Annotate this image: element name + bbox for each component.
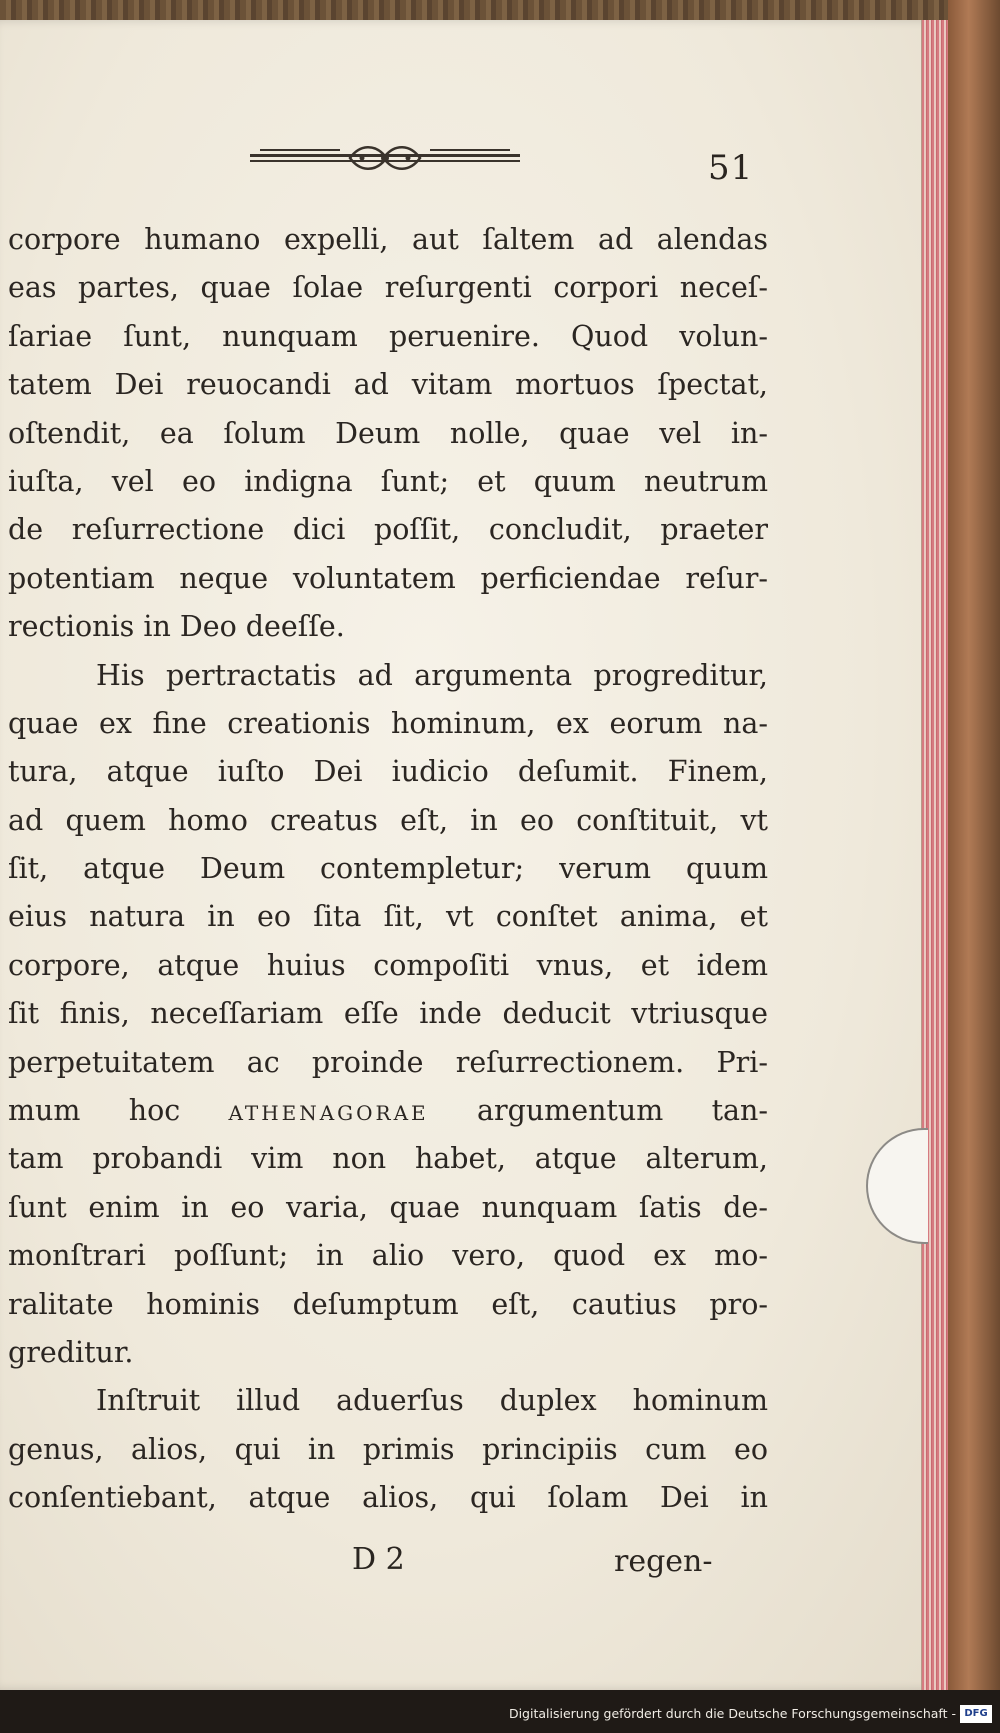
dfg-logo-icon: DFG (960, 1705, 992, 1723)
text-line: rectionis in Deo deeſſe. (8, 610, 345, 644)
author-name-smallcaps: athenagorae (228, 1094, 429, 1128)
text-line: tam probandi vim non habet, atque alterum, (8, 1142, 768, 1176)
text-line: eas partes, quae ſolae reſurgenti corpori neceſ- (8, 271, 768, 305)
text-line: His pertractatis ad argumenta progreditur, (96, 658, 768, 692)
body-text (8, 216, 768, 1523)
text-line: oſtendit, ea ſolum Deum nolle, quae vel in- (8, 416, 768, 450)
text-line: monſtrari poſſunt; in alio vero, quod ex mo- (8, 1239, 768, 1273)
text-line: ſariae ſunt, nunquam peruenire. Quod volun- (8, 319, 768, 353)
text-line: iuſta, vel eo indigna ſunt; et quum neutrum (8, 464, 768, 498)
text-line: genus, alios, qui in primis principiis cum eo (8, 1432, 768, 1466)
text-line: quae ex fine creationis hominum, ex eorum na- (8, 706, 768, 740)
ornament-rule-icon (250, 140, 520, 176)
page-sheet (0, 20, 948, 1690)
text-line: potentiam neque voluntatem perficiendae reſur- (8, 561, 768, 595)
text-line: perpetuitatem ac proinde reſurrectionem. Pri- (8, 1045, 768, 1079)
text-line: greditur. (8, 1335, 134, 1369)
text-line: ſit finis, neceſſariam eſſe inde deducit vtriusque (8, 997, 768, 1031)
text-line: corpore humano expelli, aut ſaltem ad alendas (8, 223, 768, 256)
page-number: 51 (708, 148, 754, 188)
book-top-edge (0, 0, 1000, 20)
text-segment: mum hoc (8, 1094, 229, 1128)
signature-mark: D 2 (352, 1542, 405, 1577)
text-line-smallcaps (8, 1087, 768, 1135)
page-footer (0, 1538, 900, 1588)
text-line: conſentiebant, atque alios, qui ſolam Dei in (8, 1481, 768, 1515)
page-edge-red (921, 20, 948, 1690)
page-header (0, 130, 900, 190)
digitization-credit: Digitalisierung gefördert durch die Deutsche Forschungsgemeinschaft - (508, 1706, 956, 1721)
text-line: Inſtruit illud aduerſus duplex hominum (96, 1384, 768, 1418)
text-line: corpore, atque huius compoſiti vnus, et idem (8, 948, 768, 982)
text-line: ad quem homo creatus eſt, in eo conſtituit, vt (8, 803, 768, 837)
text-line: de reſurrectione dici poſſit, concludit, praeter (8, 513, 768, 547)
text-line: eius natura in eo ſita ſit, vt conſtet anima, et (8, 900, 768, 934)
page-tab-marker (866, 1128, 928, 1244)
text-line: ſunt enim in eo varia, quae nunquam ſatis de- (8, 1190, 768, 1224)
book-binding (948, 0, 1000, 1700)
text-line: tatem Dei reuocandi ad vitam mortuos ſpectat, (8, 368, 768, 402)
catchword: regen- (614, 1544, 713, 1579)
text-segment: argumentum tan- (428, 1094, 768, 1128)
text-line: ralitate hominis deſumptum eſt, cautius pro- (8, 1287, 768, 1321)
text-line: ſit, atque Deum contempletur; verum quum (8, 852, 768, 886)
scan-footer-bar (0, 1690, 1000, 1733)
text-line: tura, atque iuſto Dei iudicio deſumit. Finem, (8, 755, 768, 789)
